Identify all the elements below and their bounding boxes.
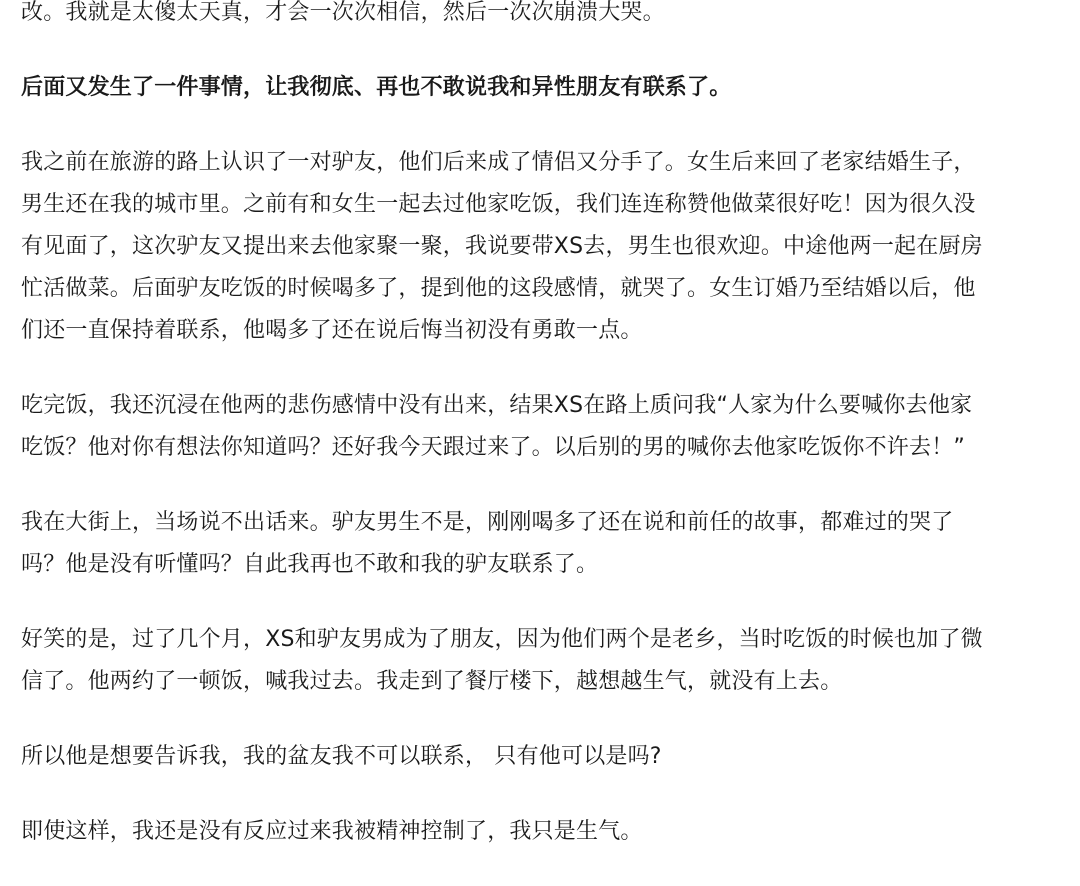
text-line: 吃完饭，我还沉浸在他两的悲伤感情中没有出来，结果XS在路上质问我“人家为什么要喊你去他家 (21, 393, 973, 418)
paragraph (21, 811, 1051, 853)
text-line: 我在大街上，当场说不出话来。驴友男生不是，刚刚喝多了还在说和前任的故事，都难过的哭了 (21, 510, 954, 535)
article-body (21, 0, 1051, 886)
paragraph-bold (21, 67, 1051, 109)
text-line: 男生还在我的城市里。之前有和女生一起去过他家吃饭，我们连连称赞他做菜很好吃！因为很久没 (21, 192, 976, 217)
paragraph (21, 736, 1051, 778)
text-line: 们还一直保持着联系，他喝多了还在说后悔当初没有勇敢一点。 (21, 318, 643, 343)
paragraph (21, 142, 1051, 352)
text-line: 所以他是想要告诉我，我的盆友我不可以联系， 只有他可以是吗? (21, 744, 662, 769)
text-line: 即使这样，我还是没有反应过来我被精神控制了，我只是生气。 (21, 819, 643, 844)
text-line: 好笑的是，过了几个月，XS和驴友男成为了朋友，因为他们两个是老乡，当时吃饭的时候也加了微 (21, 627, 983, 652)
text-line: 我之前在旅游的路上认识了一对驴友，他们后来成了情侣又分手了。女生后来回了老家结婚生子， (21, 150, 976, 175)
text-line: 后面又发生了一件事情，让我彻底、再也不敢说我和异性朋友有联系了。 (21, 75, 732, 100)
paragraph (21, 619, 1051, 703)
paragraph (21, 502, 1051, 586)
text-line: 信了。他两约了一顿饭，喊我过去。我走到了餐厅楼下，越想越生气，就没有上去。 (21, 669, 843, 694)
paragraph (21, 0, 1051, 34)
text-line: 忙活做菜。后面驴友吃饭的时候喝多了，提到他的这段感情，就哭了。女生订婚乃至结婚以后，他 (21, 276, 976, 301)
text-line: 吗？他是没有听懂吗？自此我再也不敢和我的驴友联系了。 (21, 552, 599, 577)
text-line: 有见面了，这次驴友又提出来去他家聚一聚，我说要带XS去，男生也很欢迎。中途他两一起在厨房 (21, 234, 983, 259)
text-line: 吃饭？他对你有想法你知道吗？还好我今天跟过来了。以后别的男的喊你去他家吃饭你不许去！” (21, 435, 966, 460)
paragraph (21, 385, 1051, 469)
text-line: 改。我就是太傻太天真，才会一次次相信，然后一次次崩溃大哭。 (21, 0, 665, 25)
